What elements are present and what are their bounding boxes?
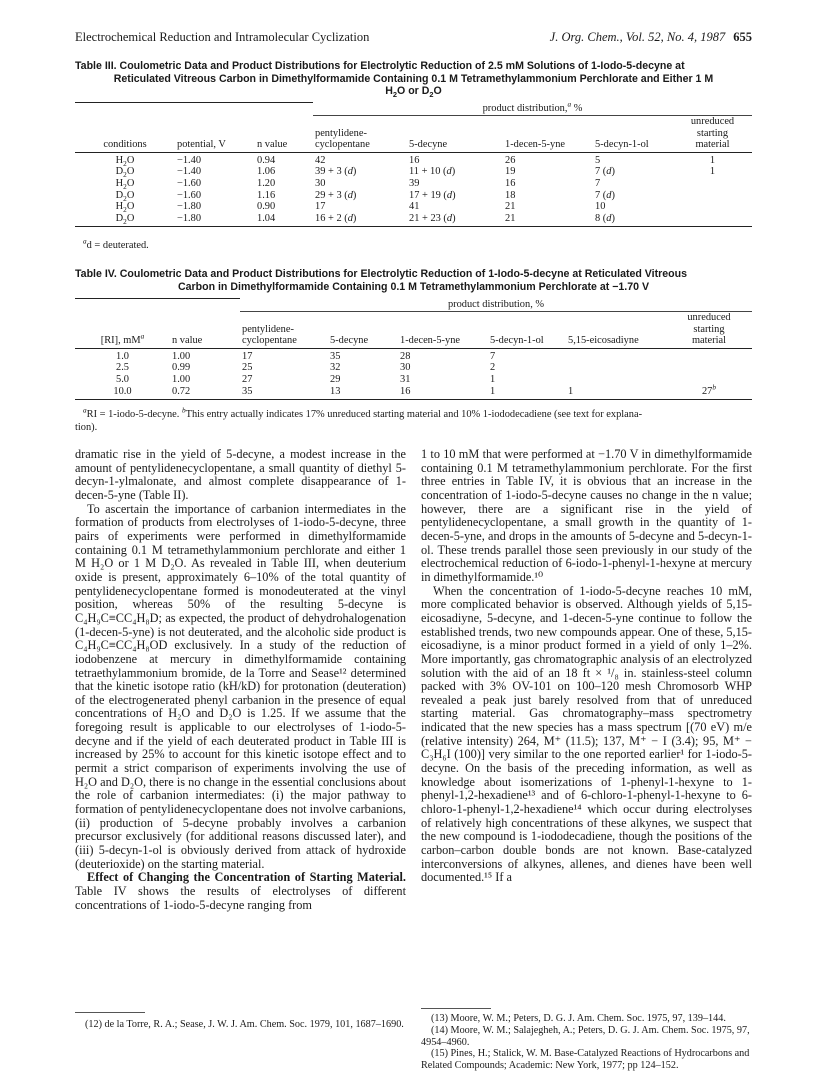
table-cell <box>673 213 752 227</box>
journal-name: J. Org. Chem., Vol. 52, No. 4, 1987 <box>549 30 726 44</box>
paragraph <box>75 871 406 912</box>
table-cell: 7 (d) <box>595 189 615 201</box>
table-cell: 1.16 <box>257 189 276 201</box>
table-cell: $H_2O$ <box>115 154 135 168</box>
table4-footnote-line1: $^a$RI = 1-iodo-5-decyne. $^b$This entry actually indicates 17% unreduced starting material and 10% 1-iododecadiene (see text for explana- <box>83 406 643 420</box>
table-cell: 16 <box>505 178 516 190</box>
table-cell: 16 + 2 (d) <box>313 213 407 227</box>
table-cell: 35 <box>240 386 328 400</box>
table-cell: 13 <box>328 386 398 400</box>
table3-caption <box>75 60 752 98</box>
table-cell: 0.90 <box>257 201 276 213</box>
reference-14: (14) Moore, W. M.; Salajegheh, A.; Peters, D. G. J. Am. Chem. Soc. 1975, 97, 4954–4960. <box>421 1024 750 1048</box>
table-cell: $D_2O$ <box>115 189 135 203</box>
table-cell: 1.00 <box>172 350 191 362</box>
table-cell <box>673 190 752 202</box>
table-cell: 28 <box>400 350 411 362</box>
left-references <box>75 1019 406 1031</box>
reference-12: (12) de la Torre, R. A.; Sease, J. W. J. Am. Chem. Soc. 1979, 101, 1687–1690. <box>85 1019 404 1030</box>
t4-col-header: 5-decyn-1-ol <box>488 312 566 349</box>
table-cell: 1 <box>709 154 716 166</box>
t3-col-header: 1-decen-5-yne <box>503 116 593 153</box>
table-cell: 7 <box>490 350 496 362</box>
table-cell: $D_2O$ <box>75 213 175 227</box>
table-cell: 21 <box>503 213 593 227</box>
table-cell: 17 <box>242 350 253 362</box>
table-cell: 17 + 19 (d) <box>409 189 456 201</box>
table-cell: 0.94 <box>257 154 276 166</box>
table-cell: 27$^b$ <box>666 386 752 400</box>
table-cell: $D_2O$ <box>115 166 135 180</box>
table-cell: 1 <box>488 386 566 400</box>
table4-caption-line1: Table IV. Coulometric Data and Product Distributions for Electrolytic Reduction of 1-Iodo-5-decyne at Reticulated Vitreous <box>75 268 687 280</box>
table3-caption-line1: Table III. Coulometric Data and Product Distributions for Electrolytic Reduction of 2.5 mM Solutions of 1-Iodo-5-decyne at <box>75 60 685 72</box>
table-cell: 1 <box>566 386 666 400</box>
paragraph: dramatic rise in the yield of 5-decyne, a modest increase in the amount of pentylidenecyclopentane, a small quantity of diethyl 5-decyn-1-ylmalonate, and almost complete disappearance of 1-decen-5-yne (Table II). <box>75 447 406 502</box>
table4-caption <box>75 268 752 293</box>
table-cell: 7 (d) <box>595 166 615 178</box>
t4-col-header: n value <box>170 312 240 349</box>
table-cell: −1.60 <box>177 178 202 190</box>
table-cell: 21 <box>505 201 516 213</box>
paragraph: To ascertain the importance of carbanion intermediates in the formation of products from electrolyses of 1-iodo-5-decyne, three pairs of experiments were performed in dimethylformamide containing 0.1 M tetramethylammonium perchlorate and either 1 M H₂O or 1 M D₂O. As revealed in Table III, when deuterium oxide is present, approximately 6–10% of the total quantity of pentylidenecyclopentane formed is monodeuterated at the vinyl position, whereas 50% of the resulting 5-decyne is C₄H₉C≡CC₄H₈D; as expected, the product of dehydrohalogenation (1-decen-5-yne) is not deuterated, and the alcoholic side product is C₄H₉C≡CC₄H₈OD exclusively. In a study of the reduction of iodobenzene at mercury in dimethylformamide containing tetraethylammonium bromide, de la Torre and Sease¹² determined that the kinetic isotope ratio (kH/kD) for protonation (deuteration) of the electrogenerated phenyl carbanion in the presence of equal concentrations of H₂O and D₂O is 1.25. If we assume that the foregoing result is applicable to our electrolyses of 1-iodo-5-decyne and if the yield of each deuterated product in Table III is increased by 25% to account for this kinetic isotope effect and to permit a strict comparison of experiments involving the use of H₂O and D₂O, there is no change in the essential conclusions about the role of carbanion intermediates: (i) the major pathway to formation of pentylidenecyclopentane does not involve carbanions, (ii) production of 5-decyne probably involves a carbanion precursor exclusively (for additional reasons discussed later), and (iii) 5-decyn-1-ol is obviously derived from attack of hydroxide (deuterioxide) on the starting material. <box>75 501 406 871</box>
table4-group-header: product distribution, % <box>240 299 752 312</box>
t3-col-header: potential, V <box>175 116 255 153</box>
table-cell: −1.80 <box>175 213 255 227</box>
table-cell: 29 <box>330 374 341 386</box>
t3-col-header: conditions <box>75 116 175 153</box>
table-row <box>75 386 752 400</box>
journal-citation <box>550 30 752 45</box>
table-cell: 30 <box>400 362 411 374</box>
table-cell <box>566 374 666 386</box>
table-cell <box>666 348 752 362</box>
table-cell: 11 + 10 (d) <box>409 166 456 178</box>
table-cell: 1.00 <box>172 374 191 386</box>
table-cell: 1.06 <box>257 166 276 178</box>
table-cell <box>566 348 666 362</box>
t4-col-header: unreduced starting material <box>666 312 752 349</box>
table-cell: 30 <box>315 178 326 190</box>
table3-caption-line3: $H_2O$ or $D_2O$ <box>385 85 442 100</box>
footnote-rule <box>75 1012 145 1013</box>
table3-group-header: product distribution,$^a$ % <box>313 103 752 116</box>
table-row <box>75 362 752 374</box>
table-cell: −1.40 <box>177 166 202 178</box>
table-cell: 32 <box>330 362 341 374</box>
table4 <box>75 298 752 400</box>
t4-col-header: 1-decen-5-yne <box>398 312 488 349</box>
table-cell: −1.40 <box>177 154 202 166</box>
table-cell: −1.80 <box>177 201 202 213</box>
table-cell: 10.0 <box>75 386 170 400</box>
table-row <box>75 166 752 178</box>
table-cell: $H_2O$ <box>115 201 135 215</box>
table-row <box>75 201 752 213</box>
table-cell: 10 <box>595 201 606 213</box>
table-row <box>75 152 752 166</box>
left-column <box>75 448 406 912</box>
table-cell: 27 <box>242 374 253 386</box>
table-cell: 18 <box>505 189 516 201</box>
paragraph: 1 to 10 mM that were performed at −1.70 V in dimethylformamide containing 0.1 M tetramethylammonium perchlorate. For the first three entries in Table IV, it is obvious that an increase in the concentration of 1-iodo-5-decyne causes no change in the n value; however, there are a significant rise in the yield of pentylidenecyclopentane, a small growth in the quantity of 1-decen-5-yne, and drops in the amounts of 5-decyne and 5-decyn-1-ol. These trends parallel those seen previously in our study of the electrochemical reduction of 6-iodo-1-phenyl-1-hexyne at mercury in dimethylformamide.¹⁰ <box>421 447 752 584</box>
table-cell: 25 <box>242 362 253 374</box>
running-title: Electrochemical Reduction and Intramolecular Cyclization <box>75 30 370 44</box>
t4-col-header: [RI], $mM^a$ <box>75 312 170 349</box>
table-cell: 16 <box>398 386 488 400</box>
table-row <box>75 348 752 362</box>
table-cell: 19 <box>505 166 516 178</box>
t4-col-header: 5-decyne <box>328 312 398 349</box>
table-cell: 7 <box>595 178 601 190</box>
footnote-rule <box>421 1008 491 1009</box>
table3-caption-line2: Reticulated Vitreous Carbon in Dimethylformamide Containing 0.1 M Tetramethylammonium Perchlorate and Either 1 M <box>113 72 714 85</box>
table-cell: 5.0 <box>116 374 129 386</box>
table-cell: 1.04 <box>255 213 313 227</box>
table-cell: 42 <box>315 154 326 166</box>
t4-col-header: 5,15-eicosadiyne <box>566 312 666 349</box>
t4-col-header: pentylidene- cyclopentane <box>240 312 328 349</box>
t3-col-header: n value <box>255 116 313 153</box>
table-cell: 35 <box>330 350 341 362</box>
paragraph-text: Table IV shows the results of electrolyses of different concentrations of 1-iodo-5-decyne ranging from <box>75 884 406 912</box>
table-row <box>75 178 752 190</box>
table4-footnote-line2: tion). <box>75 421 98 433</box>
table-cell <box>673 201 752 213</box>
table-cell: 21 + 23 (d) <box>407 213 503 227</box>
table-row <box>75 190 752 202</box>
table-cell: 1 <box>490 374 496 386</box>
table-cell: −1.60 <box>177 189 202 201</box>
table3-footnote: $^a$d = deuterated. <box>83 237 149 251</box>
table-cell <box>666 362 752 374</box>
table-cell <box>666 374 752 386</box>
table-cell: 2 <box>490 362 496 374</box>
table-cell: 41 <box>409 201 420 213</box>
right-references <box>421 1013 752 1072</box>
table-cell: 1.0 <box>116 350 129 362</box>
t3-col-header: 5-decyn-1-ol <box>593 116 673 153</box>
table-cell <box>566 362 666 374</box>
t3-col-header: unreduced starting material <box>673 116 752 153</box>
t3-col-header: pentylidene- cyclopentane <box>313 116 407 153</box>
table-row <box>75 213 752 227</box>
table-row <box>75 374 752 386</box>
running-header <box>75 30 752 48</box>
section-heading: Effect of Changing the Concentration of Starting Material. <box>87 870 406 885</box>
table-cell: 5 <box>595 154 601 166</box>
table-cell: 1 <box>709 166 716 178</box>
table4-caption-line2: Carbon in Dimethylformamide Containing 0.1 M Tetramethylammonium Perchlorate at −1.70 V <box>177 280 650 293</box>
table-cell: 39 + 3 (d) <box>315 166 357 178</box>
table3 <box>75 102 752 227</box>
table-cell: 16 <box>409 154 420 166</box>
page-number: 655 <box>733 30 752 44</box>
table-cell: 2.5 <box>116 362 129 374</box>
table-cell: 29 + 3 (d) <box>315 189 357 201</box>
table-cell: 39 <box>409 178 420 190</box>
paragraph: When the concentration of 1-iodo-5-decyne reaches 10 mM, more complicated behavior is observed. Although yields of 5,15-eicosadiyne, 5-decyne, and 1-decen-5-yne continue to follow the established trends, two new compounds appear. One of these, 5,15-eicosadiyne, is a minor product formed in a yield of only 1–2%. More importantly, gas chromatographic analysis of an electrolyzed solution with the aid of an 18 ft × ¹/₈ in. stainless-steel column packed with 3% OV-101 on 100–120 mesh Chromosorb WHP revealed a peak just barely resolved from that of unreduced starting material. Gas chromatography–mass spectrometry indicated that the new species has a mass spectrum [(70 eV) m/e (relative intensity) 264, M⁺ (11.5); 137, M⁺ − I (3.4); 95, M⁺ − C₃H₆I (100)] very similar to the one reported earlier¹ for 1-iodo-5-decyne. On the basis of the preceding information, as well as knowledge about isomerizations of 1-phenyl-1-hexyne to 1-phenyl-1,2-hexadiene¹³ and of 6-chloro-1-phenyl-1-hexyne to 6-chloro-1-phenyl-1,2-hexadiene¹⁴ which occur during electrolyses of relatively high concentrations of these alkynes, we suspect that the new compound is 1-iododecadiene, though the positions of the carbon–carbon double bonds are not known. Base-catalyzed interconversions of alkynes, allenes, and dienes have been well documented.¹⁵ If a <box>421 583 752 885</box>
table4-footnote <box>75 406 760 434</box>
table-cell: 31 <box>400 374 411 386</box>
table-cell: 8 (d) <box>593 213 673 227</box>
table-cell: 0.99 <box>172 362 191 374</box>
table-cell: 26 <box>505 154 516 166</box>
table-cell: $H_2O$ <box>115 178 135 192</box>
table-cell <box>673 178 752 190</box>
t3-col-header: 5-decyne <box>407 116 503 153</box>
table-cell: 1.20 <box>257 178 276 190</box>
table-cell: 17 <box>315 201 326 213</box>
reference-13: (13) Moore, W. M.; Peters, D. G. J. Am. Chem. Soc. 1975, 97, 139–144. <box>431 1013 726 1024</box>
table-cell: 0.72 <box>170 386 240 400</box>
right-column <box>421 448 752 885</box>
reference-15: (15) Pines, H.; Stalick, W. M. Base-Catalyzed Reactions of Hydrocarbons and Related Compounds; Academic: New York, 1977; pp 124–152. <box>421 1048 750 1072</box>
